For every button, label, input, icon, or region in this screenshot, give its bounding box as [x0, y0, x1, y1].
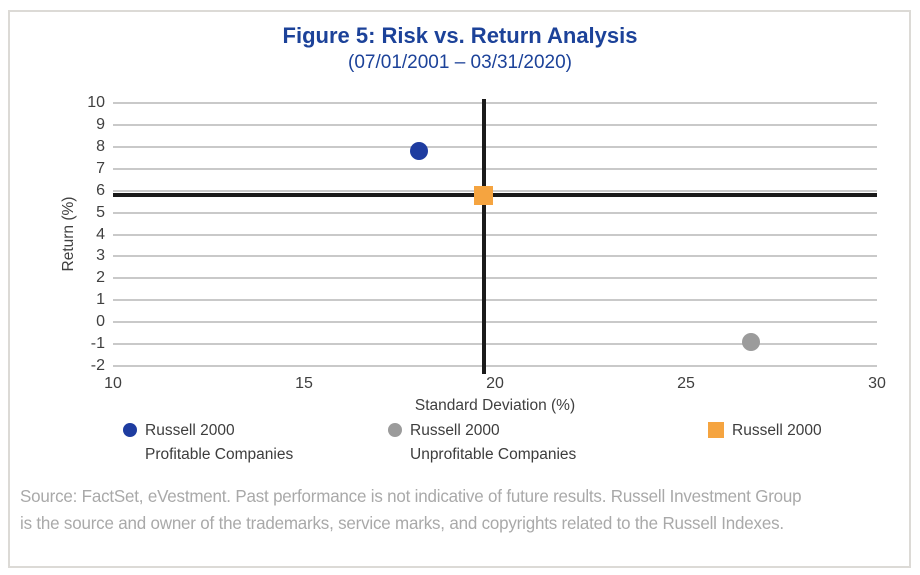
legend-item-profitable: [123, 419, 293, 467]
reference-line-vertical: [482, 99, 486, 374]
y-tick-label: -1: [90, 335, 105, 353]
source-attribution: [20, 483, 879, 536]
legend-item-russell-2000: [708, 419, 822, 443]
legend-label-line1: Russell 2000: [410, 422, 500, 439]
legend-marker-gray-circle-icon: [388, 423, 402, 437]
x-tick-label: 15: [295, 375, 313, 392]
y-tick-label: 3: [96, 247, 105, 265]
gridline-y--2: [113, 365, 877, 367]
gridline-y-8: [113, 146, 877, 148]
gridline-y-2: [113, 277, 877, 279]
y-tick-label: 0: [96, 313, 105, 331]
y-tick-label: 10: [87, 94, 105, 111]
y-tick-label: 5: [96, 203, 105, 221]
legend-marker-blue-circle-icon: [123, 423, 137, 437]
y-tick-label: 7: [96, 159, 105, 177]
x-tick-label: 20: [486, 375, 504, 392]
reference-line-horizontal: [113, 193, 877, 197]
y-tick-label: 6: [96, 181, 105, 199]
x-tick-label: 25: [677, 375, 695, 392]
y-tick-label: 8: [96, 137, 105, 155]
data-point-russell-2000-unprofitable-companies: [742, 333, 760, 351]
gridline-y-3: [113, 255, 877, 257]
title-block: [0, 22, 920, 75]
gridline-y-0: [113, 321, 877, 323]
x-tick-label: 10: [104, 375, 122, 392]
legend-label-line2: Profitable Companies: [145, 446, 294, 463]
x-axis-title: Standard Deviation (%): [414, 397, 576, 414]
gridline-y-10: [113, 102, 877, 104]
data-point-russell-2000: [474, 186, 493, 205]
legend-label: [145, 419, 293, 467]
y-tick-label: 1: [96, 291, 105, 309]
legend-item-unprofitable: [388, 419, 576, 467]
source-line-2: is the source and owner of the trademarks, service marks, and copyrights related to the Russell Indexes.: [20, 512, 784, 533]
legend-label: [410, 419, 576, 467]
y-tick-label: -2: [90, 357, 105, 374]
y-axis-title: Return (%): [60, 196, 77, 272]
y-tick-label: 9: [96, 115, 105, 133]
legend-label: [732, 419, 822, 443]
gridline-y-1: [113, 299, 877, 301]
y-tick-label: 4: [96, 225, 105, 243]
chart-subtitle: (07/01/2001 – 03/31/2020): [348, 52, 572, 73]
data-point-russell-2000-profitable-companies: [410, 142, 428, 160]
scatter-plot-area: [87, 94, 886, 392]
source-line-1: Source: FactSet, eVestment. Past performance is not indicative of future results. Russell Investment Group: [20, 486, 802, 506]
legend-marker-orange-square-icon: [708, 422, 724, 438]
legend-label-line2: Unprofitable Companies: [410, 446, 577, 463]
gridline-y-4: [113, 234, 877, 236]
gridline-y-9: [113, 124, 877, 126]
gridline-y-6: [113, 190, 877, 192]
gridline-y-7: [113, 168, 877, 170]
legend-label-line1: Russell 2000: [732, 422, 822, 439]
legend-label-line1: Russell 2000: [145, 422, 235, 439]
gridline-y--1: [113, 343, 877, 345]
chart-title: Figure 5: Risk vs. Return Analysis: [282, 23, 638, 48]
x-tick-label: 30: [868, 375, 886, 392]
gridline-y-5: [113, 212, 877, 214]
y-tick-label: 2: [96, 269, 105, 287]
